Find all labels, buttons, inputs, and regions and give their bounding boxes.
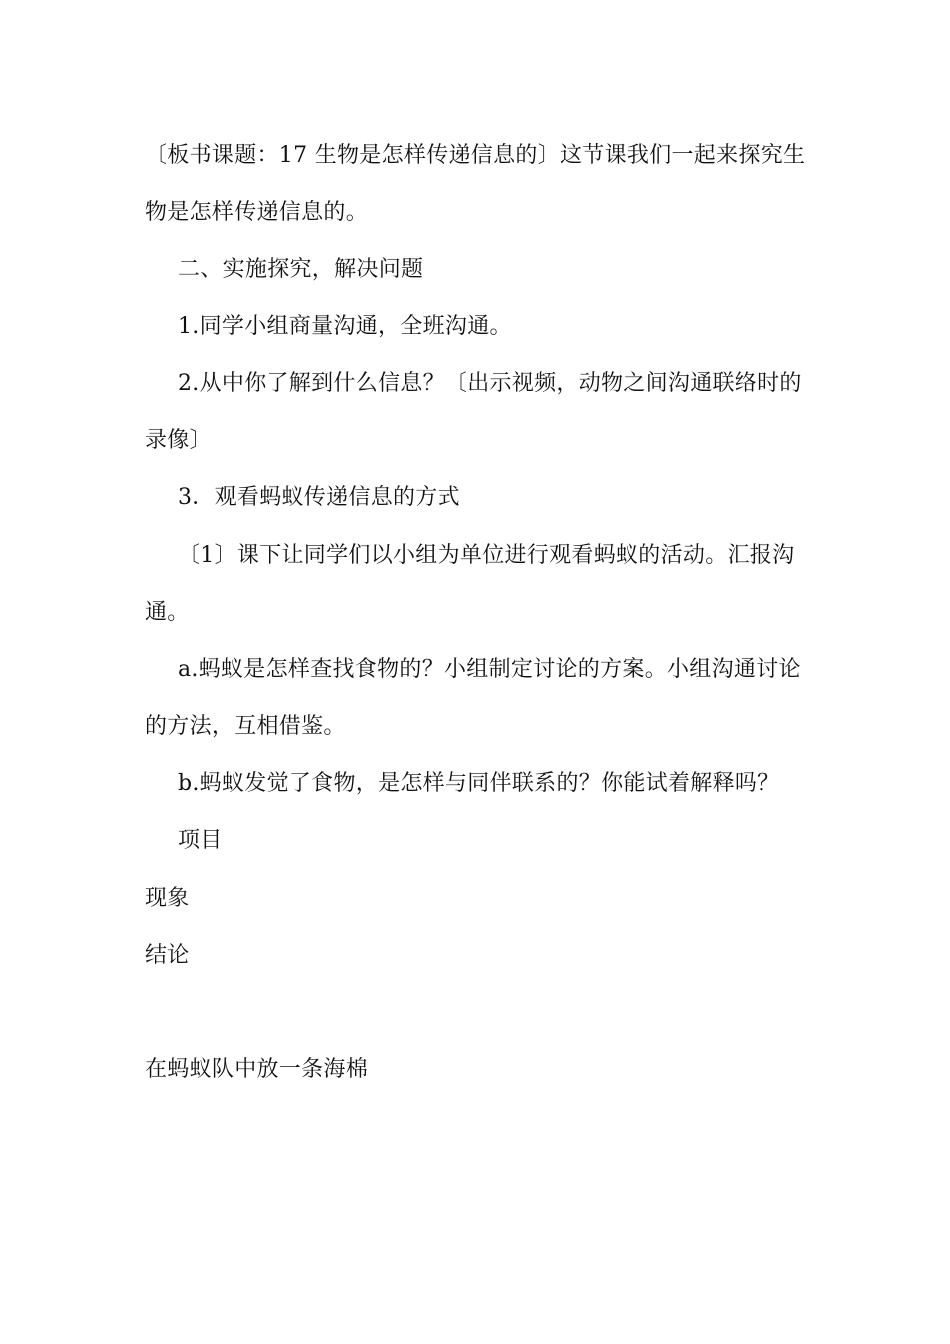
table-header-item: 项目 — [178, 828, 223, 853]
paragraph-line: 物是怎样传递信息的。 — [145, 200, 369, 225]
paragraph-line: 3．观看蚂蚁传递信息的方式 — [178, 485, 460, 510]
table-header-phenomenon: 现象 — [145, 886, 190, 911]
paragraph-line: 录像〕 — [145, 428, 212, 453]
paragraph-line: b.蚂蚁发觉了食物，是怎样与同伴联系的？你能试着解释吗？ — [178, 771, 780, 796]
table-cell: 在蚂蚁队中放一条海棉 — [145, 1057, 369, 1082]
table-header-conclusion: 结论 — [145, 943, 190, 968]
paragraph-line: a.蚂蚁是怎样查找食物的？小组制定讨论的方案。小组沟通讨论 — [178, 657, 801, 682]
paragraph-line: 的方法，互相借鉴。 — [145, 714, 346, 739]
paragraph-line: 2.从中你了解到什么信息？〔出示视频，动物之间沟通联络时的 — [178, 371, 802, 396]
paragraph-line: 〔板书课题：17 生物是怎样传递信息的〕这节课我们一起来探究生 — [145, 143, 806, 168]
paragraph-line: 通。 — [145, 600, 190, 625]
paragraph-line: 1.同学小组商量沟通，全班沟通。 — [178, 314, 512, 339]
section-heading: 二、实施探究，解决问题 — [178, 257, 424, 282]
paragraph-line: 〔1〕课下让同学们以小组为单位进行观看蚂蚁的活动。汇报沟 — [178, 543, 795, 568]
